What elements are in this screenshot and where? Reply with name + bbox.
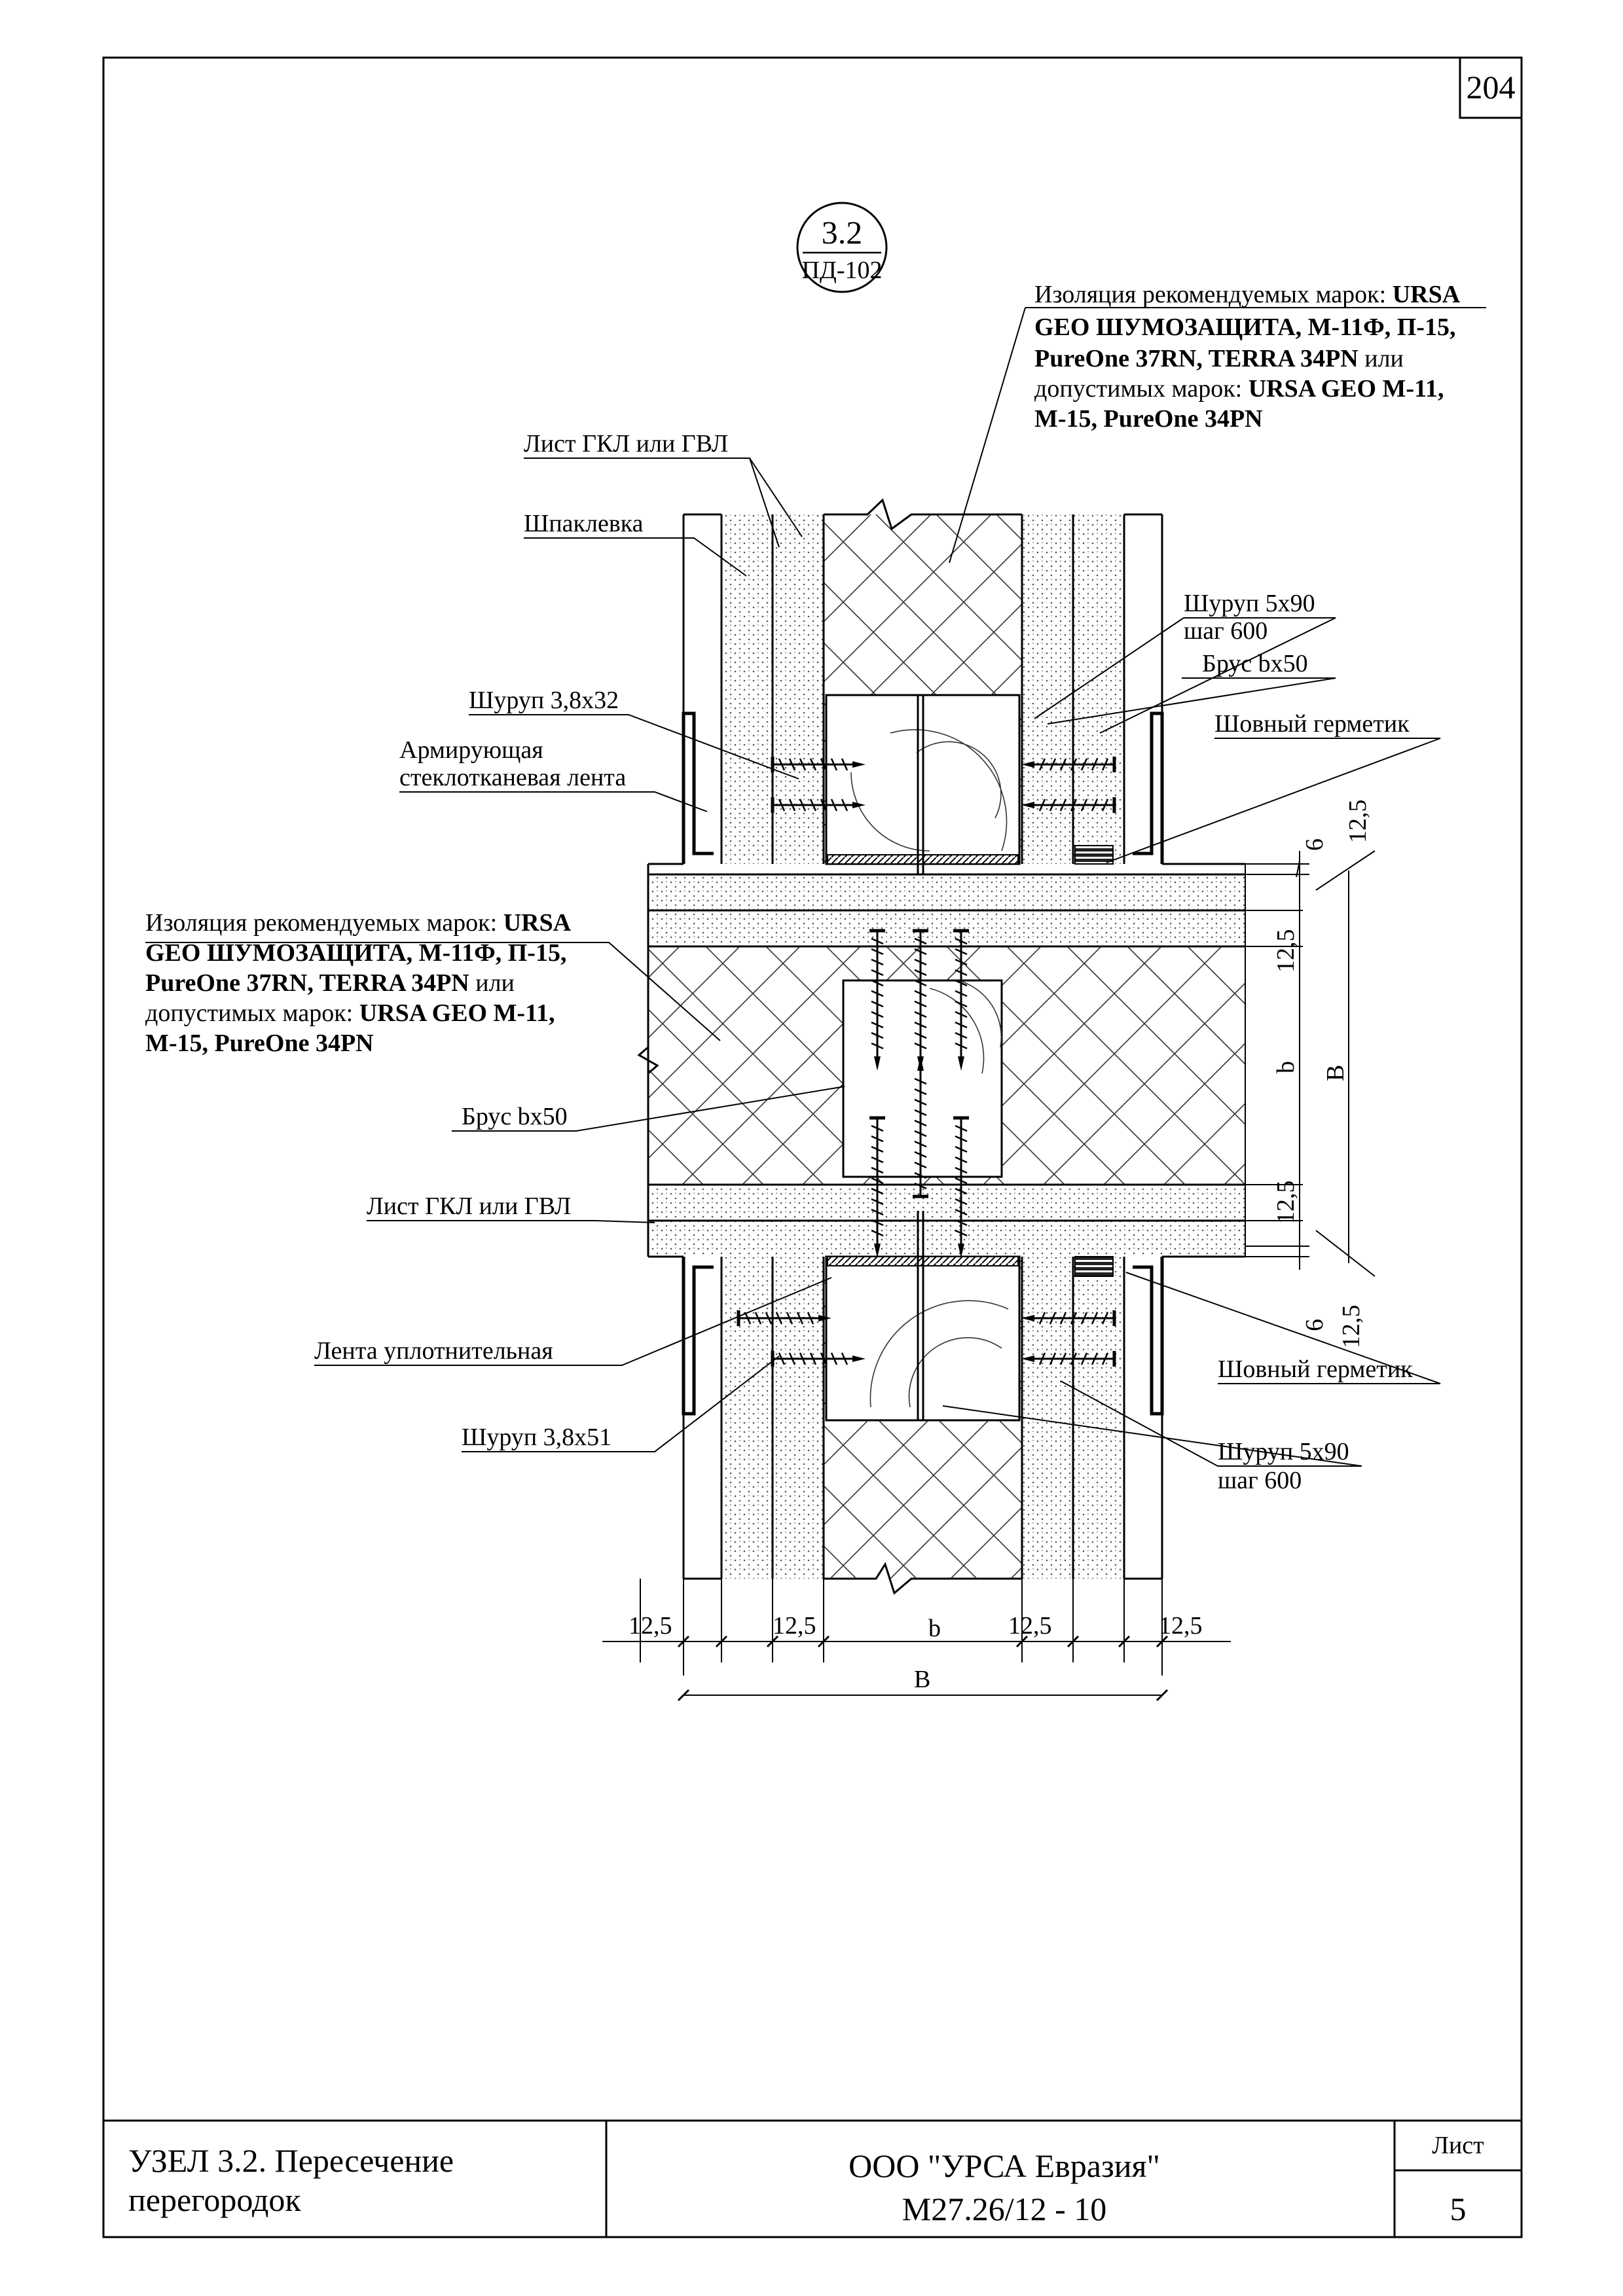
horizontal-wall	[639, 864, 1245, 1258]
title-block	[103, 2121, 1522, 2237]
svg-text:Изоляция рекомендуемых марок:: Изоляция рекомендуемых марок: URSA	[145, 909, 572, 937]
label-sealant-top: Шовный герметик	[1214, 710, 1410, 738]
dim-bottom-b: b	[928, 1615, 941, 1642]
label-screw-590-bot-2: шаг 600	[1218, 1467, 1302, 1494]
title-line-2: перегородок	[128, 2181, 301, 2218]
node-badge	[797, 203, 886, 292]
label-tape-1: Армирующая	[399, 736, 543, 764]
svg-text:допустимых марок: URSA GEO М-1: допустимых марок: URSA GEO М-11,	[1034, 375, 1444, 403]
label-beam-mid: Брус bх50	[462, 1103, 568, 1130]
label-screw-3851: Шуруп 3,8х51	[462, 1424, 612, 1451]
dim-right-6-top: 6	[1301, 838, 1328, 851]
title-line-1: УЗЕЛ 3.2. Пересечение	[128, 2142, 454, 2179]
insulation-label-left	[145, 909, 572, 1057]
lower-wall	[684, 1211, 1162, 1593]
label-screw-590-bot-1: Шуруп 5х90	[1218, 1438, 1349, 1465]
label-tape-2: стеклотканевая лента	[399, 764, 627, 791]
dim-right-6-bottom: 6	[1301, 1319, 1328, 1331]
label-screw-3832: Шуруп 3,8х32	[469, 687, 619, 714]
sheet-number: 5	[1450, 2191, 1467, 2227]
badge-ref: ПД-102	[801, 257, 883, 284]
dim-right-12-5-bottom: 12,5	[1338, 1304, 1365, 1348]
label-seal-tape: Лента уплотнительная	[314, 1337, 553, 1365]
svg-text:GEO ШУМОЗАЩИТА, М-11Ф, П-15,: GEO ШУМОЗАЩИТА, М-11Ф, П-15,	[1034, 314, 1456, 341]
dim-bottom-12-5-4: 12,5	[1159, 1612, 1203, 1640]
svg-text:М-15, PureOne 34PN: М-15, PureOne 34PN	[145, 1030, 374, 1057]
label-beam-top: Брус bх50	[1202, 650, 1308, 677]
svg-text:PureOne 37RN, TERRA 34PN или: PureOne 37RN, TERRA 34PN или	[1034, 345, 1404, 372]
dim-right-b: b	[1272, 1061, 1300, 1073]
insulation-label-top	[1034, 281, 1461, 433]
label-putty: Шпаклевка	[524, 510, 644, 537]
label-screw-590-top-2: шаг 600	[1184, 617, 1268, 645]
dim-right-12-5-top: 12,5	[1344, 799, 1372, 843]
svg-text:GEO ШУМОЗАЩИТА, М-11Ф, П-15,: GEO ШУМОЗАЩИТА, М-11Ф, П-15,	[145, 939, 567, 967]
svg-text:допустимых марок: URSA GEO М-1: допустимых марок: URSA GEO М-11,	[145, 999, 555, 1027]
svg-text:Изоляция рекомендуемых марок:: Изоляция рекомендуемых марок: URSA	[1034, 281, 1461, 308]
sheet-label: Лист	[1432, 2132, 1484, 2159]
label-screw-590-top-1: Шуруп 5х90	[1184, 590, 1315, 617]
dim-bottom-B: B	[914, 1666, 931, 1693]
page-number: 204	[1466, 69, 1516, 105]
svg-text:PureOne 37RN, TERRA 34PN или: PureOne 37RN, TERRA 34PN или	[145, 969, 515, 997]
dim-right-B: B	[1322, 1064, 1349, 1081]
svg-text:М-15, PureOne 34PN: М-15, PureOne 34PN	[1034, 405, 1263, 433]
upper-wall	[684, 500, 1162, 929]
company-name: ООО "УРСА Евразия"	[848, 2147, 1160, 2184]
label-sealant-bottom: Шовный герметик	[1218, 1355, 1413, 1383]
label-gkl-top: Лист ГКЛ или ГВЛ	[524, 430, 729, 457]
label-gkl-mid: Лист ГКЛ или ГВЛ	[367, 1193, 572, 1220]
badge-number: 3.2	[821, 214, 863, 251]
dim-right-12-5-b: 12,5	[1272, 1180, 1300, 1224]
dim-right-12-5-a: 12,5	[1272, 929, 1300, 973]
document-code: М27.26/12 - 10	[902, 2191, 1107, 2227]
dim-bottom-12-5-1: 12,5	[629, 1612, 672, 1640]
dim-bottom-12-5-3: 12,5	[1008, 1612, 1052, 1640]
dim-bottom-12-5-2: 12,5	[773, 1612, 816, 1640]
